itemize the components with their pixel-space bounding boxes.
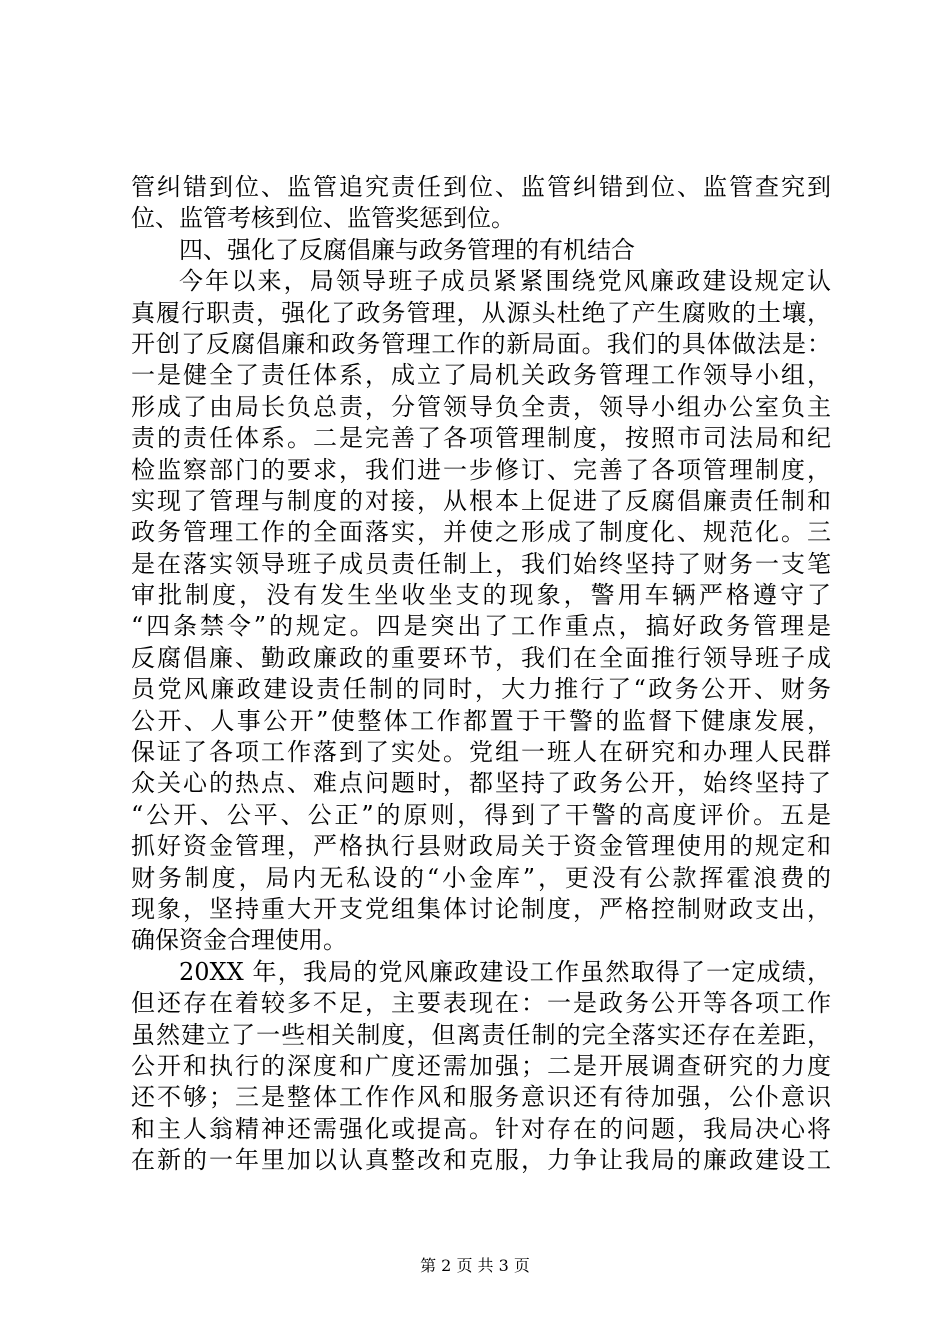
text-line: 确保资金合理使用。 (131, 926, 347, 955)
text-line: 开创了反腐倡廉和政务管理工作的新局面。我们的具体做法是： (131, 329, 831, 358)
text-line: 四、强化了反腐倡廉与政务管理的有机结合 (179, 235, 635, 264)
text-line: 保证了各项工作落到了实处。党组一班人在研究和办理人民群 (131, 738, 831, 767)
text-line: 财务制度，局内无私设的“小金库”，更没有公款挥霍浪费的 (131, 863, 831, 892)
text-line: 公开、人事公开”使整体工作都置于干警的监督下健康发展， (131, 706, 831, 735)
text-line: 在新的一年里加以认真整改和克服，力争让我局的廉政建设工 (131, 1146, 831, 1175)
text-line: 但还存在着较多不足，主要表现在：一是政务公开等各项工作 (131, 989, 831, 1018)
text-line: “四条禁令”的规定。四是突出了工作重点，搞好政务管理是 (131, 612, 831, 641)
text-line: 检监察部门的要求，我们进一步修订、完善了各项管理制度， (131, 455, 831, 484)
text-line: 一是健全了责任体系，成立了局机关政务管理工作领导小组， (131, 361, 831, 390)
text-line: 和主人翁精神还需强化或提高。针对存在的问题，我局决心将 (131, 1114, 831, 1143)
text-line: 公开和执行的深度和广度还需加强；二是开展调查研究的力度 (131, 1051, 831, 1080)
text-line: 是在落实领导班子成员责任制上，我们始终坚持了财务一支笔 (131, 549, 831, 578)
text-line: 真履行职责，强化了政务管理，从源头杜绝了产生腐败的土壤， (131, 298, 831, 327)
page-footer: 第 2 页 共 3 页 (420, 1256, 530, 1275)
text-line: 审批制度，没有发生坐收坐支的现象，警用车辆严格遵守了 (131, 581, 831, 610)
text-line: 员党风廉政建设责任制的同时，大力推行了“政务公开、财务 (131, 675, 831, 704)
document-body (131, 172, 831, 1177)
text-line: “公开、公平、公正”的原则，得到了干警的高度评价。五是 (131, 800, 831, 829)
text-line: 众关心的热点、难点问题时，都坚持了政务公开，始终坚持了 (131, 769, 831, 798)
text-line: 管纠错到位、监管追究责任到位、监管纠错到位、监管查究到 (131, 173, 831, 201)
text-line: 虽然建立了一些相关制度，但离责任制的完全落实还存在差距， (131, 1020, 831, 1049)
text-line: 位、监管考核到位、监管奖惩到位。 (131, 204, 515, 233)
text-line: 抓好资金管理，严格执行县财政局关于资金管理使用的规定和 (131, 832, 831, 861)
text-line: 形成了由局长负总责，分管领导负全责，领导小组办公室负主 (131, 392, 831, 421)
text-line: 政务管理工作的全面落实，并使之形成了制度化、规范化。三 (131, 518, 831, 547)
text-line: 反腐倡廉、勤政廉政的重要环节，我们在全面推行领导班子成 (131, 643, 831, 672)
text-line: 今年以来，局领导班子成员紧紧围绕党风廉政建设规定认 (179, 267, 831, 296)
text-line: 20XX 年，我局的党风廉政建设工作虽然取得了一定成绩， (179, 957, 831, 986)
text-line: 现象，坚持重大开支党组集体讨论制度，严格控制财政支出， (131, 894, 831, 923)
text-line: 责的责任体系。二是完善了各项管理制度，按照市司法局和纪 (131, 424, 831, 453)
text-line: 实现了管理与制度的对接，从根本上促进了反腐倡廉责任制和 (131, 486, 831, 515)
text-line: 还不够；三是整体工作作风和服务意识还有待加强，公仆意识 (131, 1083, 831, 1112)
